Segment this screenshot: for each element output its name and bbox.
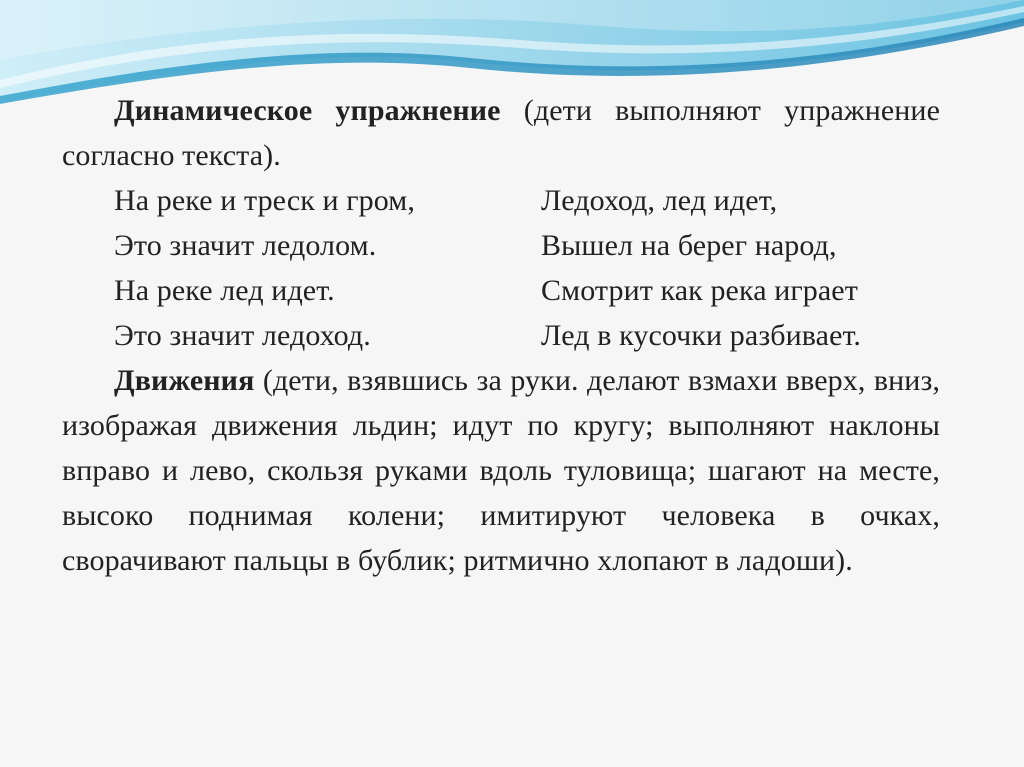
poem-line-right: Лед в кусочки разбивает. <box>541 319 862 352</box>
poem-line-right: Вышел на берег народ, <box>541 229 837 262</box>
poem-row <box>62 223 940 268</box>
movements-text: (дети, взявшись за руки. делают взмахи вверх, вниз, изображая движения льдин; идут по кругу; выполняют наклоны вправо и лево, скользя руками вдоль туловища; шагают на месте, высоко поднимая колени; имитируют человека в очках, сворачивают пальцы в бублик; ритмично хлопают в ладоши). <box>62 364 940 577</box>
poem-line-left: На реке лед идет. <box>114 274 335 307</box>
intro-text: (дети выполняют упражнение согласно текста). <box>62 94 940 172</box>
movements-title: Движения <box>114 364 255 397</box>
poem-line-left: Это значит ледолом. <box>114 229 377 262</box>
slide-body <box>62 88 940 583</box>
intro-paragraph <box>62 88 940 178</box>
movements-paragraph <box>62 358 940 583</box>
poem-row <box>62 313 940 358</box>
poem-row <box>62 268 940 313</box>
intro-title: Динамическое упражнение <box>114 94 501 127</box>
poem-line-right: Смотрит как река играет <box>541 274 858 307</box>
poem-line-right: Ледоход, лед идет, <box>541 184 778 217</box>
poem-row <box>62 178 940 223</box>
poem-line-left: На реке и треск и гром, <box>114 184 415 217</box>
poem-block <box>62 178 940 358</box>
poem-line-left: Это значит ледоход. <box>114 319 371 352</box>
